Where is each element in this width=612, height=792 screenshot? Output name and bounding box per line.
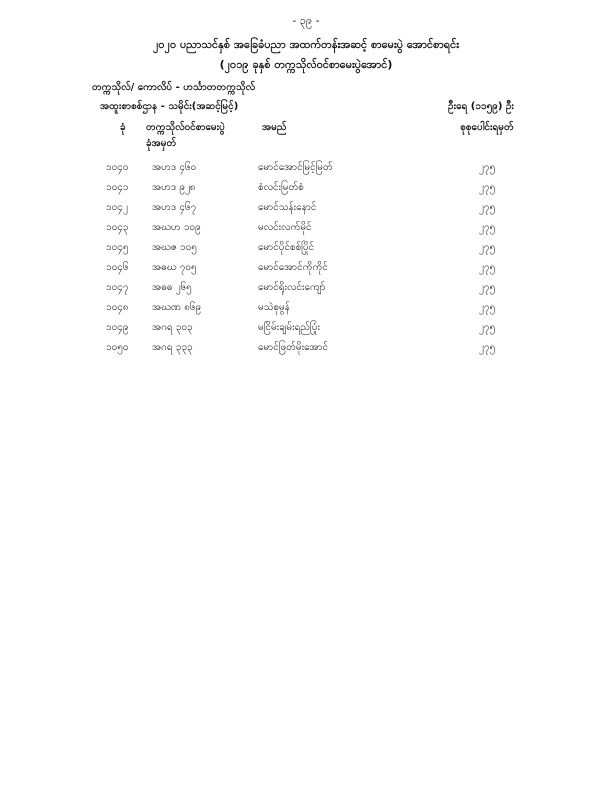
table-row [0, 200, 612, 220]
roll-number: အဓဓ ၂၆၅ [152, 282, 192, 293]
total-marks: ၂၇၅ [478, 262, 496, 273]
document-subtitle: (၂၀၁၉ ခုနှစ် တက္ကသိုလ်ဝင်စာမေးပွဲအောင်) [219, 58, 393, 71]
seat-number: ၁၀၄၁ [106, 182, 129, 193]
table-row [0, 180, 612, 200]
student-name: မောင်အောင်ကိုကိုင် [258, 262, 328, 273]
roll-number: အဃဏ ၈၆၉ [152, 302, 202, 313]
table-row [0, 300, 612, 320]
total-marks: ၂၇၅ [478, 322, 496, 333]
seat-number: ၁၀၄၀ [106, 162, 129, 173]
header-roll-no-line2: ခုံအမှတ် [146, 138, 177, 149]
total-marks: ၂၇၅ [478, 302, 496, 313]
table-row [0, 240, 612, 260]
roll-number: အဟဒ ၄၆၀ [152, 162, 197, 173]
total-marks: ၂၇၅ [478, 342, 496, 353]
university-label: တက္ကသိုလ်/ ကောလိပ် - ဟင်္သာတတက္ကသိုလ် [92, 82, 256, 93]
student-name: မောင်ပိုင်စစ်ပြိုင် [258, 242, 315, 253]
roll-number: အဃဟ ၁၀၉ [152, 222, 201, 233]
roll-number: အဂရ ၃၀၃ [152, 322, 193, 333]
table-row [0, 220, 612, 240]
total-marks: ၂၇၅ [478, 242, 496, 253]
table-row [0, 160, 612, 180]
table-row [0, 320, 612, 340]
roll-number: အဃဇ ၁၀၅ [152, 242, 197, 253]
header-roll-no: တက္ကသိုလ်ဝင်စာမေးပွဲ [146, 122, 225, 133]
count-label: ဦးရေ (၁၁၅၉) ဦး [448, 101, 514, 112]
roll-number: အဟဒ ၉၂၈ [152, 182, 196, 193]
table-row [0, 280, 612, 300]
header-seat-no: ခုံ [120, 122, 126, 133]
roll-number: အဂရ ၃၃၃ [152, 342, 193, 353]
student-name: မောင်ဖြတ်မိုးအောင် [258, 342, 329, 353]
seat-number: ၁၀၄၆ [106, 262, 129, 273]
total-marks: ၂၇၅ [478, 282, 496, 293]
seat-number: ၁၀၅၀ [106, 342, 129, 353]
seat-number: ၁၀၄၇ [106, 282, 129, 293]
seat-number: ၁၀၄၉ [106, 322, 129, 333]
results-table [0, 160, 612, 360]
table-row [0, 340, 612, 360]
header-total-marks: စုစုပေါင်းရမှတ် [460, 122, 514, 133]
student-name: စံလင်းမြတ်စံ [258, 182, 304, 193]
header-name: အမည် [262, 122, 287, 133]
student-name: မောင်သန်းနောင် [258, 202, 317, 213]
student-name: မောင်အောင်မြင့်မြတ် [258, 162, 333, 173]
student-name: မငြိမ်းချမ်းရည်ပြုံး [258, 322, 320, 333]
total-marks: ၂၇၅ [478, 182, 496, 193]
seat-number: ၁၀၄၃ [106, 222, 129, 233]
document-title: ၂၀၂၀ ပညာသင်နှစ် အခြေခံပညာ အထက်တန်းအဆင့် စာမေးပွဲ အောင်စာရင်း [152, 38, 460, 51]
table-row [0, 260, 612, 280]
total-marks: ၂၇၅ [478, 222, 496, 233]
total-marks: ၂၇၅ [478, 202, 496, 213]
roll-number: အဓဃ ၇၀၅ [152, 262, 197, 273]
student-name: မလင်းလက်မိုင် [258, 222, 312, 233]
page-number: - ၃၉ - [292, 14, 320, 27]
student-name: မသဲစုမွန် [258, 302, 290, 313]
student-name: မောင်ရိုးလင်းကျော် [258, 282, 326, 293]
roll-number: အဟဒ ၄၆၇ [152, 202, 197, 213]
exam-center-label: အထူးစာစစ်ဌာန - သမိုင်း(အဆင့်မြင့်) [100, 101, 239, 112]
seat-number: ၁၀၄၅ [106, 242, 129, 253]
total-marks: ၂၇၅ [478, 162, 496, 173]
seat-number: ၁၀၄၂ [106, 202, 128, 213]
seat-number: ၁၀၄၈ [106, 302, 129, 313]
